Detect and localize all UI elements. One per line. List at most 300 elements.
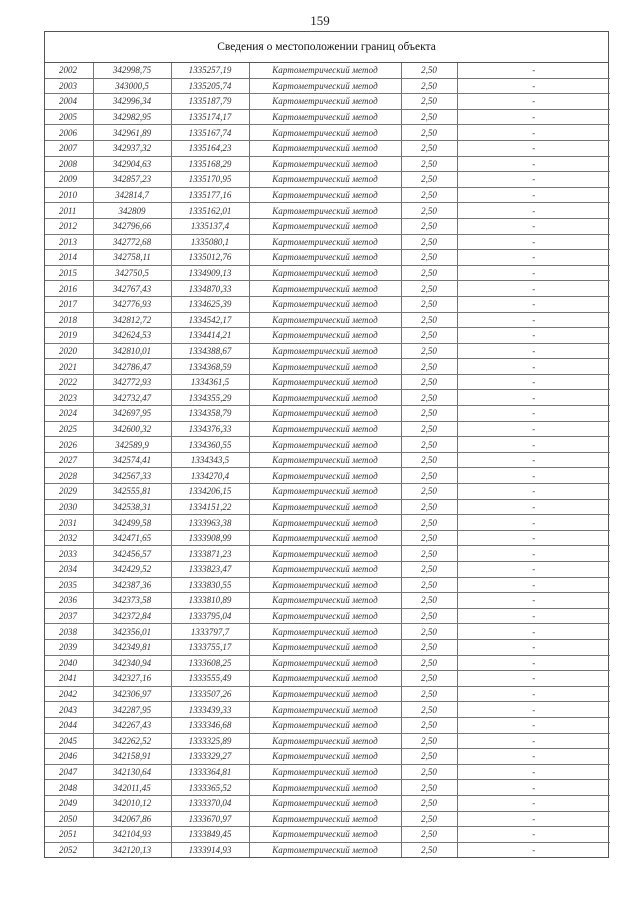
- note-cell: -: [457, 452, 610, 468]
- accuracy-cell: 2,50: [401, 63, 457, 78]
- coordinates-table: [45, 63, 610, 857]
- method-cell: Картометрический метод: [249, 702, 401, 718]
- note-cell: -: [457, 250, 610, 266]
- method-cell: Картометрический метод: [249, 499, 401, 515]
- note-cell: -: [457, 499, 610, 515]
- note-cell: -: [457, 234, 610, 250]
- x-coordinate-cell: 342758,11: [93, 250, 171, 266]
- accuracy-cell: 2,50: [401, 218, 457, 234]
- table-row: [45, 140, 610, 156]
- x-coordinate-cell: 342574,41: [93, 452, 171, 468]
- y-coordinate-cell: 1333795,04: [171, 608, 249, 624]
- y-coordinate-cell: 1335168,29: [171, 156, 249, 172]
- table-row: [45, 437, 610, 453]
- method-cell: Картометрический метод: [249, 484, 401, 500]
- y-coordinate-cell: 1333555,49: [171, 671, 249, 687]
- accuracy-cell: 2,50: [401, 406, 457, 422]
- note-cell: -: [457, 359, 610, 375]
- note-cell: -: [457, 390, 610, 406]
- point-number-cell: 2022: [45, 374, 93, 390]
- accuracy-cell: 2,50: [401, 795, 457, 811]
- table-row: [45, 717, 610, 733]
- method-cell: Картометрический метод: [249, 328, 401, 344]
- note-cell: -: [457, 686, 610, 702]
- y-coordinate-cell: 1335162,01: [171, 203, 249, 219]
- point-number-cell: 2050: [45, 811, 93, 827]
- method-cell: Картометрический метод: [249, 94, 401, 110]
- method-cell: Картометрический метод: [249, 842, 401, 857]
- note-cell: -: [457, 811, 610, 827]
- accuracy-cell: 2,50: [401, 686, 457, 702]
- point-number-cell: 2003: [45, 78, 93, 94]
- table-row: [45, 421, 610, 437]
- y-coordinate-cell: 1333797,7: [171, 624, 249, 640]
- y-coordinate-cell: 1333823,47: [171, 562, 249, 578]
- y-coordinate-cell: 1334358,79: [171, 406, 249, 422]
- note-cell: -: [457, 530, 610, 546]
- accuracy-cell: 2,50: [401, 733, 457, 749]
- point-number-cell: 2017: [45, 296, 93, 312]
- accuracy-cell: 2,50: [401, 328, 457, 344]
- accuracy-cell: 2,50: [401, 639, 457, 655]
- method-cell: Картометрический метод: [249, 406, 401, 422]
- table-row: [45, 109, 610, 125]
- x-coordinate-cell: 342306,97: [93, 686, 171, 702]
- note-cell: -: [457, 312, 610, 328]
- x-coordinate-cell: 342750,5: [93, 265, 171, 281]
- method-cell: Картометрический метод: [249, 312, 401, 328]
- accuracy-cell: 2,50: [401, 624, 457, 640]
- y-coordinate-cell: 1335257,19: [171, 63, 249, 78]
- x-coordinate-cell: 342262,52: [93, 733, 171, 749]
- x-coordinate-cell: 342776,93: [93, 296, 171, 312]
- accuracy-cell: 2,50: [401, 562, 457, 578]
- x-coordinate-cell: 342624,53: [93, 328, 171, 344]
- accuracy-cell: 2,50: [401, 250, 457, 266]
- point-number-cell: 2025: [45, 421, 93, 437]
- note-cell: -: [457, 437, 610, 453]
- point-number-cell: 2032: [45, 530, 93, 546]
- method-cell: Картометрический метод: [249, 218, 401, 234]
- table-row: [45, 515, 610, 531]
- point-number-cell: 2010: [45, 187, 93, 203]
- point-number-cell: 2030: [45, 499, 93, 515]
- y-coordinate-cell: 1334870,33: [171, 281, 249, 297]
- method-cell: Картометрический метод: [249, 780, 401, 796]
- accuracy-cell: 2,50: [401, 530, 457, 546]
- y-coordinate-cell: 1333608,25: [171, 655, 249, 671]
- table-row: [45, 795, 610, 811]
- page-number: 159: [310, 13, 330, 28]
- table-row: [45, 406, 610, 422]
- table-row: [45, 546, 610, 562]
- accuracy-cell: 2,50: [401, 452, 457, 468]
- note-cell: -: [457, 156, 610, 172]
- method-cell: Картометрический метод: [249, 764, 401, 780]
- accuracy-cell: 2,50: [401, 484, 457, 500]
- point-number-cell: 2024: [45, 406, 93, 422]
- method-cell: Картометрический метод: [249, 624, 401, 640]
- y-coordinate-cell: 1333507,26: [171, 686, 249, 702]
- x-coordinate-cell: 342600,32: [93, 421, 171, 437]
- y-coordinate-cell: 1333329,27: [171, 749, 249, 765]
- method-cell: Картометрический метод: [249, 421, 401, 437]
- table-row: [45, 608, 610, 624]
- method-cell: Картометрический метод: [249, 156, 401, 172]
- point-number-cell: 2031: [45, 515, 93, 531]
- note-cell: -: [457, 717, 610, 733]
- x-coordinate-cell: 342998,75: [93, 63, 171, 78]
- x-coordinate-cell: 342796,66: [93, 218, 171, 234]
- method-cell: Картометрический метод: [249, 63, 401, 78]
- y-coordinate-cell: 1333755,17: [171, 639, 249, 655]
- x-coordinate-cell: 342327,16: [93, 671, 171, 687]
- x-coordinate-cell: 342387,36: [93, 577, 171, 593]
- point-number-cell: 2034: [45, 562, 93, 578]
- coordinates-sheet: [44, 31, 609, 858]
- note-cell: -: [457, 374, 610, 390]
- x-coordinate-cell: 342471,65: [93, 530, 171, 546]
- point-number-cell: 2002: [45, 63, 93, 78]
- y-coordinate-cell: 1333871,23: [171, 546, 249, 562]
- note-cell: -: [457, 702, 610, 718]
- y-coordinate-cell: 1334343,5: [171, 452, 249, 468]
- x-coordinate-cell: 342961,89: [93, 125, 171, 141]
- method-cell: Картометрический метод: [249, 390, 401, 406]
- table-row: [45, 78, 610, 94]
- y-coordinate-cell: 1335170,95: [171, 172, 249, 188]
- note-cell: -: [457, 624, 610, 640]
- y-coordinate-cell: 1333325,89: [171, 733, 249, 749]
- x-coordinate-cell: 342555,81: [93, 484, 171, 500]
- point-number-cell: 2013: [45, 234, 93, 250]
- y-coordinate-cell: 1335080,1: [171, 234, 249, 250]
- point-number-cell: 2020: [45, 343, 93, 359]
- note-cell: -: [457, 125, 610, 141]
- accuracy-cell: 2,50: [401, 312, 457, 328]
- note-cell: -: [457, 218, 610, 234]
- point-number-cell: 2026: [45, 437, 93, 453]
- accuracy-cell: 2,50: [401, 374, 457, 390]
- method-cell: Картометрический метод: [249, 109, 401, 125]
- method-cell: Картометрический метод: [249, 452, 401, 468]
- point-number-cell: 2051: [45, 827, 93, 843]
- accuracy-cell: 2,50: [401, 702, 457, 718]
- note-cell: -: [457, 203, 610, 219]
- y-coordinate-cell: 1333346,68: [171, 717, 249, 733]
- accuracy-cell: 2,50: [401, 577, 457, 593]
- point-number-cell: 2019: [45, 328, 93, 344]
- y-coordinate-cell: 1333670,97: [171, 811, 249, 827]
- method-cell: Картометрический метод: [249, 639, 401, 655]
- point-number-cell: 2049: [45, 795, 93, 811]
- note-cell: -: [457, 795, 610, 811]
- method-cell: Картометрический метод: [249, 717, 401, 733]
- x-coordinate-cell: 342067,86: [93, 811, 171, 827]
- method-cell: Картометрический метод: [249, 140, 401, 156]
- note-cell: -: [457, 749, 610, 765]
- x-coordinate-cell: 342772,93: [93, 374, 171, 390]
- point-number-cell: 2040: [45, 655, 93, 671]
- point-number-cell: 2007: [45, 140, 93, 156]
- table-row: [45, 343, 610, 359]
- point-number-cell: 2008: [45, 156, 93, 172]
- note-cell: -: [457, 140, 610, 156]
- accuracy-cell: 2,50: [401, 811, 457, 827]
- accuracy-cell: 2,50: [401, 343, 457, 359]
- point-number-cell: 2035: [45, 577, 93, 593]
- y-coordinate-cell: 1333963,38: [171, 515, 249, 531]
- method-cell: Картометрический метод: [249, 296, 401, 312]
- accuracy-cell: 2,50: [401, 203, 457, 219]
- note-cell: -: [457, 281, 610, 297]
- point-number-cell: 2052: [45, 842, 93, 857]
- y-coordinate-cell: 1334625,39: [171, 296, 249, 312]
- point-number-cell: 2041: [45, 671, 93, 687]
- y-coordinate-cell: 1333365,52: [171, 780, 249, 796]
- accuracy-cell: 2,50: [401, 125, 457, 141]
- method-cell: Картометрический метод: [249, 125, 401, 141]
- method-cell: Картометрический метод: [249, 795, 401, 811]
- note-cell: -: [457, 421, 610, 437]
- y-coordinate-cell: 1334909,13: [171, 265, 249, 281]
- table-row: [45, 281, 610, 297]
- method-cell: Картометрический метод: [249, 265, 401, 281]
- y-coordinate-cell: 1335137,4: [171, 218, 249, 234]
- table-row: [45, 624, 610, 640]
- point-number-cell: 2006: [45, 125, 93, 141]
- x-coordinate-cell: 342120,13: [93, 842, 171, 857]
- y-coordinate-cell: 1333810,89: [171, 593, 249, 609]
- x-coordinate-cell: 342697,95: [93, 406, 171, 422]
- point-number-cell: 2021: [45, 359, 93, 375]
- x-coordinate-cell: 342499,58: [93, 515, 171, 531]
- y-coordinate-cell: 1334360,55: [171, 437, 249, 453]
- table-row: [45, 484, 610, 500]
- table-row: [45, 686, 610, 702]
- x-coordinate-cell: 342356,01: [93, 624, 171, 640]
- table-row: [45, 639, 610, 655]
- x-coordinate-cell: 342456,57: [93, 546, 171, 562]
- x-coordinate-cell: 342809: [93, 203, 171, 219]
- point-number-cell: 2004: [45, 94, 93, 110]
- accuracy-cell: 2,50: [401, 140, 457, 156]
- x-coordinate-cell: 342812,72: [93, 312, 171, 328]
- accuracy-cell: 2,50: [401, 390, 457, 406]
- note-cell: -: [457, 109, 610, 125]
- point-number-cell: 2012: [45, 218, 93, 234]
- method-cell: Картометрический метод: [249, 515, 401, 531]
- table-row: [45, 125, 610, 141]
- y-coordinate-cell: 1335187,79: [171, 94, 249, 110]
- y-coordinate-cell: 1335174,17: [171, 109, 249, 125]
- table-row: [45, 780, 610, 796]
- x-coordinate-cell: 342814,7: [93, 187, 171, 203]
- point-number-cell: 2018: [45, 312, 93, 328]
- x-coordinate-cell: 342904,63: [93, 156, 171, 172]
- accuracy-cell: 2,50: [401, 281, 457, 297]
- table-row: [45, 218, 610, 234]
- x-coordinate-cell: 342372,84: [93, 608, 171, 624]
- table-row: [45, 452, 610, 468]
- accuracy-cell: 2,50: [401, 187, 457, 203]
- table-row: [45, 187, 610, 203]
- x-coordinate-cell: 342996,34: [93, 94, 171, 110]
- table-row: [45, 63, 610, 78]
- note-cell: -: [457, 484, 610, 500]
- method-cell: Картометрический метод: [249, 187, 401, 203]
- x-coordinate-cell: 342567,33: [93, 468, 171, 484]
- point-number-cell: 2016: [45, 281, 93, 297]
- table-row: [45, 562, 610, 578]
- point-number-cell: 2028: [45, 468, 93, 484]
- y-coordinate-cell: 1334542,17: [171, 312, 249, 328]
- x-coordinate-cell: 342267,43: [93, 717, 171, 733]
- point-number-cell: 2027: [45, 452, 93, 468]
- y-coordinate-cell: 1334206,15: [171, 484, 249, 500]
- note-cell: -: [457, 343, 610, 359]
- table-row: [45, 671, 610, 687]
- method-cell: Картометрический метод: [249, 203, 401, 219]
- accuracy-cell: 2,50: [401, 749, 457, 765]
- x-coordinate-cell: 342538,31: [93, 499, 171, 515]
- y-coordinate-cell: 1335164,23: [171, 140, 249, 156]
- note-cell: -: [457, 94, 610, 110]
- accuracy-cell: 2,50: [401, 608, 457, 624]
- x-coordinate-cell: 342772,68: [93, 234, 171, 250]
- method-cell: Картометрический метод: [249, 827, 401, 843]
- accuracy-cell: 2,50: [401, 764, 457, 780]
- table-row: [45, 156, 610, 172]
- y-coordinate-cell: 1334270,4: [171, 468, 249, 484]
- note-cell: -: [457, 577, 610, 593]
- note-cell: -: [457, 187, 610, 203]
- table-row: [45, 499, 610, 515]
- point-number-cell: 2048: [45, 780, 93, 796]
- accuracy-cell: 2,50: [401, 717, 457, 733]
- table-row: [45, 390, 610, 406]
- y-coordinate-cell: 1333439,33: [171, 702, 249, 718]
- y-coordinate-cell: 1334414,21: [171, 328, 249, 344]
- method-cell: Картометрический метод: [249, 749, 401, 765]
- note-cell: -: [457, 296, 610, 312]
- accuracy-cell: 2,50: [401, 593, 457, 609]
- method-cell: Картометрический метод: [249, 562, 401, 578]
- method-cell: Картометрический метод: [249, 577, 401, 593]
- point-number-cell: 2039: [45, 639, 93, 655]
- table-row: [45, 593, 610, 609]
- table-row: [45, 328, 610, 344]
- table-row: [45, 842, 610, 857]
- note-cell: -: [457, 63, 610, 78]
- y-coordinate-cell: 1333908,99: [171, 530, 249, 546]
- point-number-cell: 2045: [45, 733, 93, 749]
- note-cell: -: [457, 406, 610, 422]
- y-coordinate-cell: 1333370,04: [171, 795, 249, 811]
- y-coordinate-cell: 1335012,76: [171, 250, 249, 266]
- x-coordinate-cell: 342937,32: [93, 140, 171, 156]
- accuracy-cell: 2,50: [401, 156, 457, 172]
- note-cell: -: [457, 764, 610, 780]
- x-coordinate-cell: 343000,5: [93, 78, 171, 94]
- y-coordinate-cell: 1334376,33: [171, 421, 249, 437]
- point-number-cell: 2043: [45, 702, 93, 718]
- table-row: [45, 250, 610, 266]
- table-row: [45, 359, 610, 375]
- note-cell: -: [457, 827, 610, 843]
- method-cell: Картометрический метод: [249, 733, 401, 749]
- table-row: [45, 265, 610, 281]
- method-cell: Картометрический метод: [249, 655, 401, 671]
- note-cell: -: [457, 172, 610, 188]
- y-coordinate-cell: 1334368,59: [171, 359, 249, 375]
- y-coordinate-cell: 1333849,45: [171, 827, 249, 843]
- method-cell: Картометрический метод: [249, 546, 401, 562]
- point-number-cell: 2033: [45, 546, 93, 562]
- accuracy-cell: 2,50: [401, 499, 457, 515]
- point-number-cell: 2015: [45, 265, 93, 281]
- point-number-cell: 2005: [45, 109, 93, 125]
- accuracy-cell: 2,50: [401, 94, 457, 110]
- x-coordinate-cell: 342158,91: [93, 749, 171, 765]
- table-row: [45, 577, 610, 593]
- note-cell: -: [457, 78, 610, 94]
- table-row: [45, 702, 610, 718]
- note-cell: -: [457, 671, 610, 687]
- table-row: [45, 234, 610, 250]
- x-coordinate-cell: 342011,45: [93, 780, 171, 796]
- method-cell: Картометрический метод: [249, 234, 401, 250]
- note-cell: -: [457, 546, 610, 562]
- method-cell: Картометрический метод: [249, 593, 401, 609]
- point-number-cell: 2044: [45, 717, 93, 733]
- table-row: [45, 94, 610, 110]
- point-number-cell: 2009: [45, 172, 93, 188]
- point-number-cell: 2046: [45, 749, 93, 765]
- method-cell: Картометрический метод: [249, 374, 401, 390]
- method-cell: Картометрический метод: [249, 811, 401, 827]
- accuracy-cell: 2,50: [401, 109, 457, 125]
- accuracy-cell: 2,50: [401, 234, 457, 250]
- note-cell: -: [457, 515, 610, 531]
- y-coordinate-cell: 1333830,55: [171, 577, 249, 593]
- point-number-cell: 2011: [45, 203, 93, 219]
- method-cell: Картометрический метод: [249, 343, 401, 359]
- table-row: [45, 733, 610, 749]
- table-row: [45, 374, 610, 390]
- table-row: [45, 296, 610, 312]
- method-cell: Картометрический метод: [249, 437, 401, 453]
- x-coordinate-cell: 342767,43: [93, 281, 171, 297]
- point-number-cell: 2014: [45, 250, 93, 266]
- accuracy-cell: 2,50: [401, 827, 457, 843]
- accuracy-cell: 2,50: [401, 296, 457, 312]
- x-coordinate-cell: 342786,47: [93, 359, 171, 375]
- note-cell: -: [457, 639, 610, 655]
- method-cell: Картометрический метод: [249, 686, 401, 702]
- x-coordinate-cell: 342857,23: [93, 172, 171, 188]
- x-coordinate-cell: 342429,52: [93, 562, 171, 578]
- accuracy-cell: 2,50: [401, 265, 457, 281]
- y-coordinate-cell: 1334388,67: [171, 343, 249, 359]
- y-coordinate-cell: 1334355,29: [171, 390, 249, 406]
- point-number-cell: 2038: [45, 624, 93, 640]
- method-cell: Картометрический метод: [249, 468, 401, 484]
- point-number-cell: 2023: [45, 390, 93, 406]
- table-row: [45, 172, 610, 188]
- accuracy-cell: 2,50: [401, 359, 457, 375]
- accuracy-cell: 2,50: [401, 842, 457, 857]
